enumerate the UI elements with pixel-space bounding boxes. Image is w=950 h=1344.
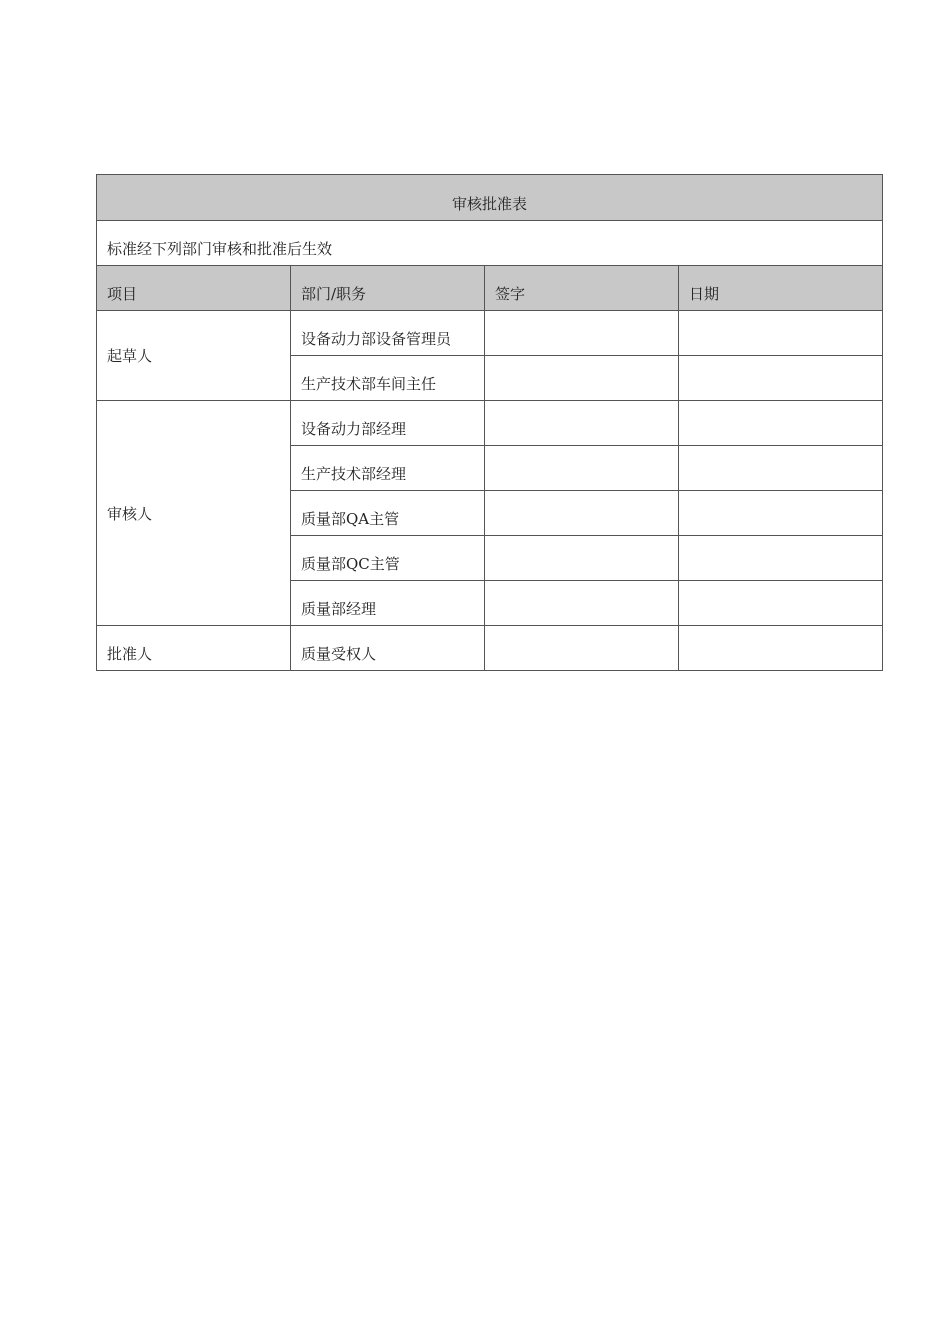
header-date: 日期 xyxy=(679,266,883,311)
role-cell: 质量受权人 xyxy=(291,626,485,671)
date-field[interactable] xyxy=(679,311,883,356)
date-field[interactable] xyxy=(679,536,883,581)
date-field[interactable] xyxy=(679,491,883,536)
signature-field[interactable] xyxy=(485,491,679,536)
date-field[interactable] xyxy=(679,626,883,671)
role-cell: 设备动力部经理 xyxy=(291,401,485,446)
group-label-drafter: 起草人 xyxy=(97,311,291,401)
note-row xyxy=(97,221,883,266)
effective-note: 标准经下列部门审核和批准后生效 xyxy=(97,221,883,266)
table-row xyxy=(97,401,883,446)
signature-field[interactable] xyxy=(485,626,679,671)
role-cell: 质量部经理 xyxy=(291,581,485,626)
date-field[interactable] xyxy=(679,356,883,401)
signature-field[interactable] xyxy=(485,446,679,491)
group-label-approver: 批准人 xyxy=(97,626,291,671)
header-department: 部门/职务 xyxy=(291,266,485,311)
signature-field[interactable] xyxy=(485,401,679,446)
date-field[interactable] xyxy=(679,401,883,446)
date-field[interactable] xyxy=(679,581,883,626)
signature-field[interactable] xyxy=(485,536,679,581)
approval-table xyxy=(96,174,883,671)
group-label-reviewer: 审核人 xyxy=(97,401,291,626)
table-title: 审核批准表 xyxy=(97,175,883,221)
table-row xyxy=(97,311,883,356)
role-cell: 质量部QC主管 xyxy=(291,536,485,581)
role-cell: 设备动力部设备管理员 xyxy=(291,311,485,356)
signature-field[interactable] xyxy=(485,311,679,356)
header-signature: 签字 xyxy=(485,266,679,311)
date-field[interactable] xyxy=(679,446,883,491)
signature-field[interactable] xyxy=(485,581,679,626)
header-item: 项目 xyxy=(97,266,291,311)
role-cell: 质量部QA主管 xyxy=(291,491,485,536)
header-row xyxy=(97,266,883,311)
title-row xyxy=(97,175,883,221)
signature-field[interactable] xyxy=(485,356,679,401)
role-cell: 生产技术部车间主任 xyxy=(291,356,485,401)
role-cell: 生产技术部经理 xyxy=(291,446,485,491)
table-row xyxy=(97,626,883,671)
